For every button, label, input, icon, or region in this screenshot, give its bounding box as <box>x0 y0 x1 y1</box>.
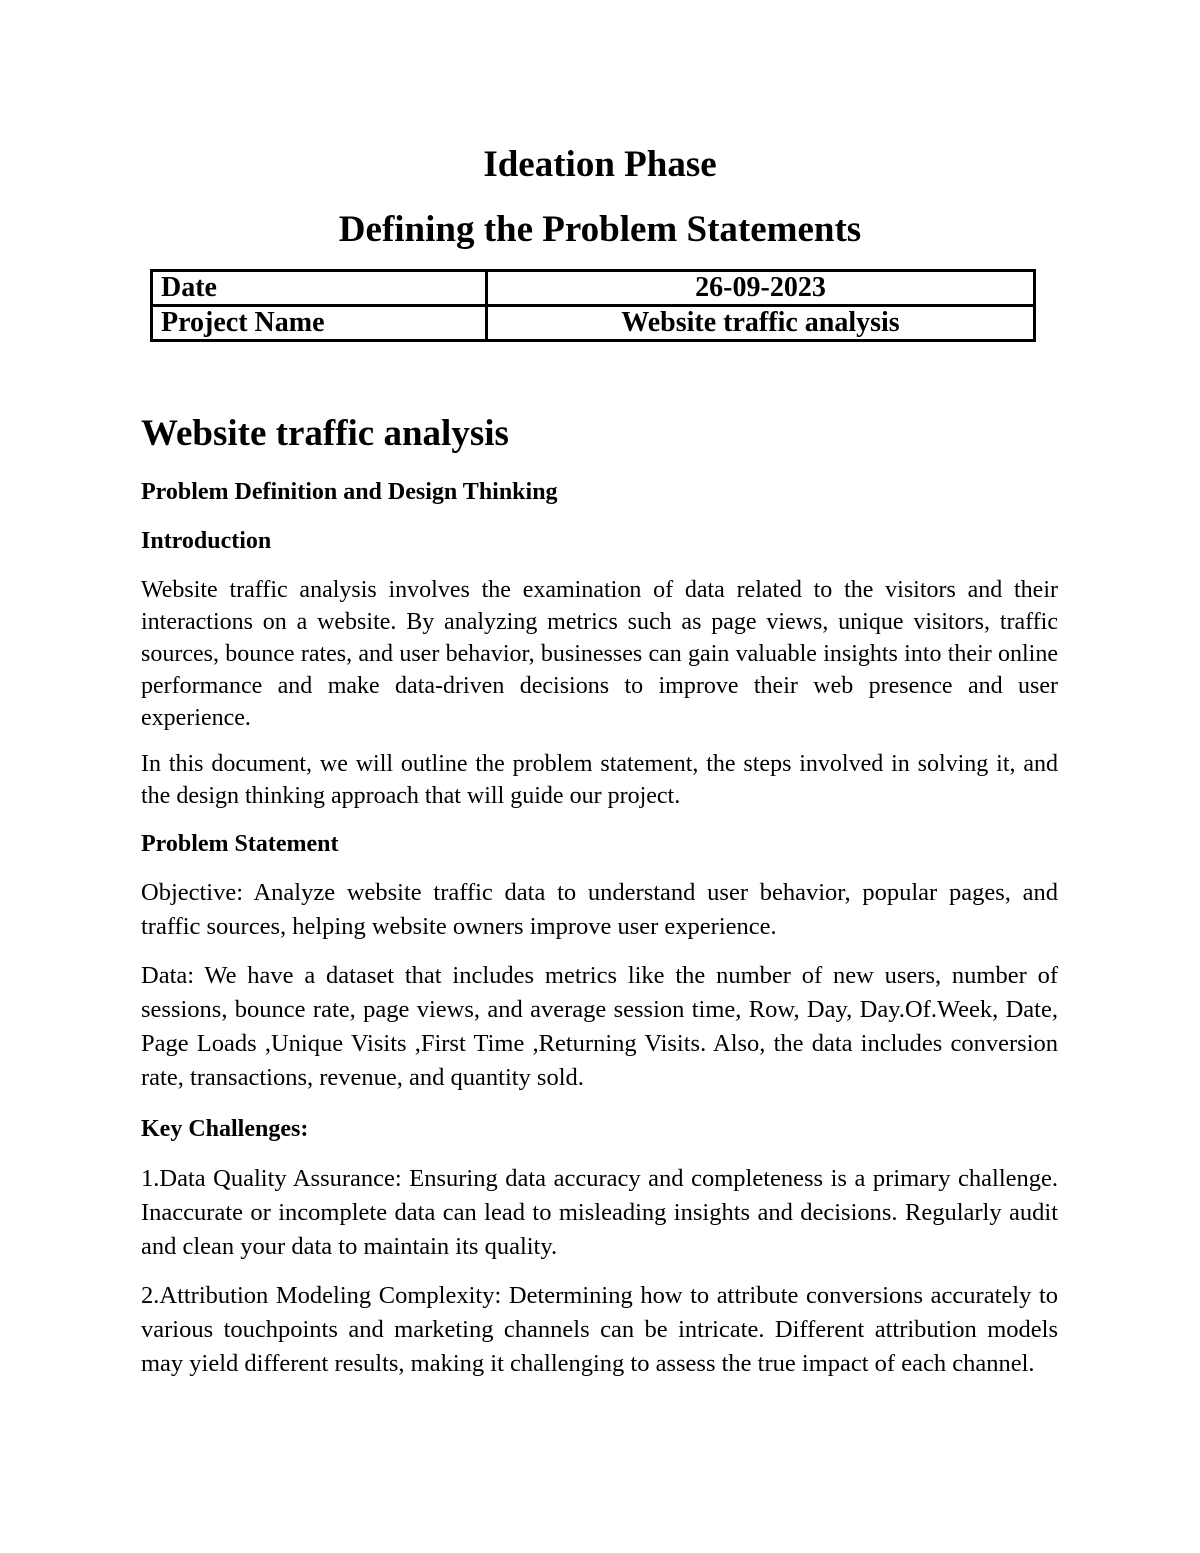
section-title: Problem Definition and Design Thinking <box>141 479 558 505</box>
introduction-heading: Introduction <box>141 528 272 554</box>
challenge-item-1: 1.Data Quality Assurance: Ensuring data accuracy and completeness is a primary challenge. Inaccurate or incomplete data can lead to misleading insights and decisions. Regularly audit and clean your data to maintain its quality. <box>141 1165 1058 1260</box>
key-challenges-heading: Key Challenges: <box>141 1116 309 1142</box>
challenge-item-2: 2.Attribution Modeling Complexity: Determining how to attribute conversions accurately to various touchpoints and marketing channels can be intricate. Different attribution models may yield different results, making it challenging to assess the true impact of each channel. <box>141 1282 1058 1377</box>
page-title: Ideation Phase <box>483 144 717 185</box>
project-info-table <box>150 269 1036 342</box>
date-value: 26-09-2023 <box>487 271 1035 306</box>
data-paragraph: Data: We have a dataset that includes metrics like the number of new users, number of sessions, bounce rate, page views, and average session time, Row, Day, Day.Of.Week, Date, Page Loads ,Unique Visits ,First Time ,Returning Visits. Also, the data includes conversion rate, transactions, revenue, and quantity sold. <box>141 962 1058 1091</box>
objective-paragraph: Objective: Analyze website traffic data to understand user behavior, popular pages, and traffic sources, helping website owners improve user experience. <box>141 879 1058 940</box>
project-name-value: Website traffic analysis <box>487 306 1035 341</box>
document-heading: Website traffic analysis <box>141 413 509 454</box>
date-label: Date <box>152 271 487 306</box>
table-row-date <box>152 271 1035 306</box>
project-name-label: Project Name <box>152 306 487 341</box>
page-subtitle: Defining the Problem Statements <box>338 209 862 250</box>
introduction-paragraph-1: Website traffic analysis involves the examination of data related to the visitors and their interactions on a website. By analyzing metrics such as page views, unique visitors, traffic sources, bounce rates, and user behavior, businesses can gain valuable insights into their online performance and make data-driven decisions to improve their web presence and user experience. <box>141 577 1058 731</box>
problem-statement-heading: Problem Statement <box>141 831 339 857</box>
table-row-project-name <box>152 306 1035 341</box>
introduction-paragraph-2: In this document, we will outline the problem statement, the steps involved in solving it, and the design thinking approach that will guide our project. <box>141 751 1058 809</box>
